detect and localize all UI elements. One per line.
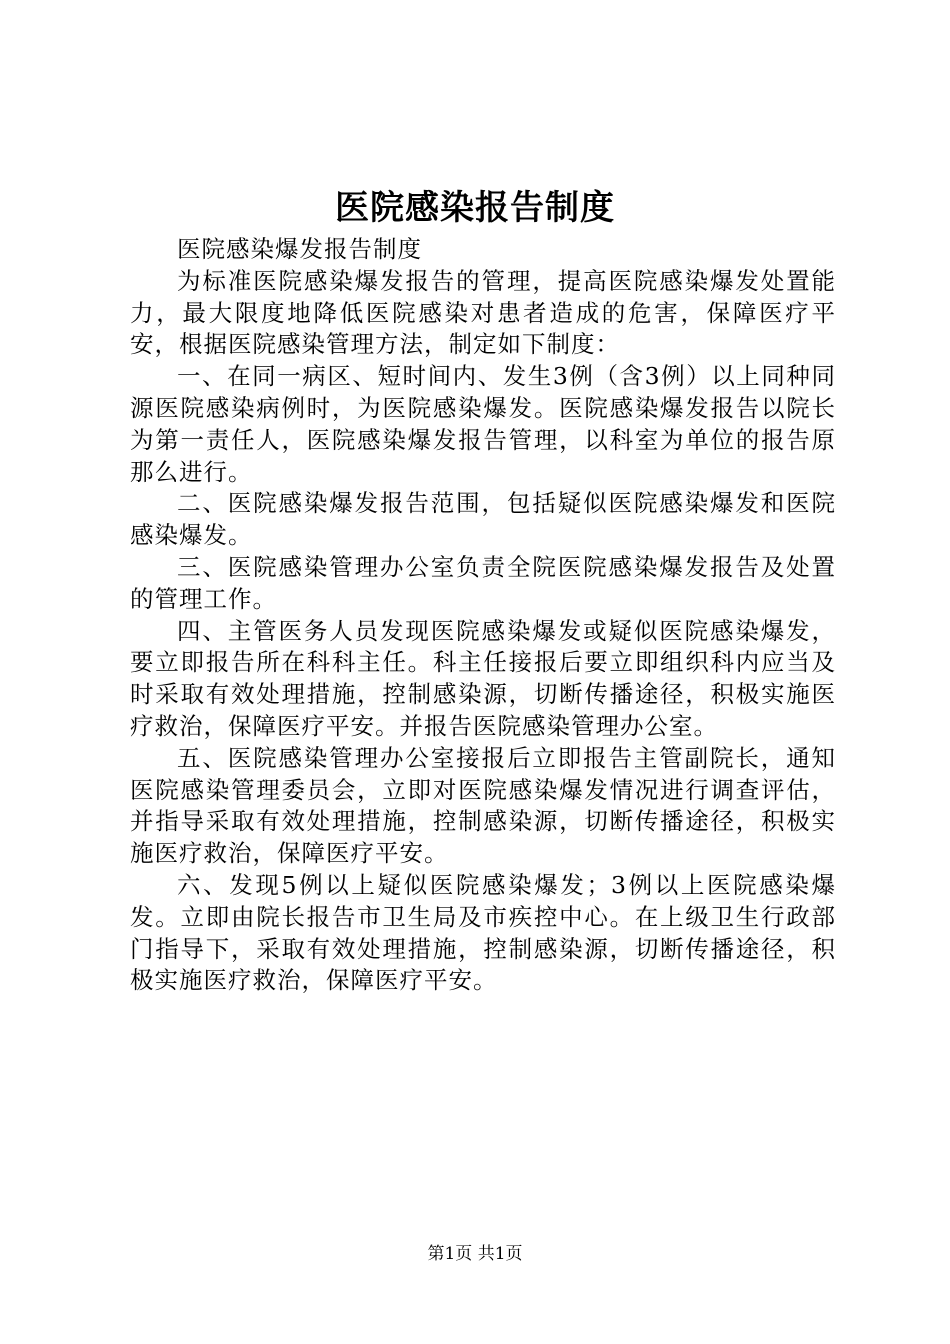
clause-paragraph-2: 二、医院感染爆发报告范围，包括疑似医院感染爆发和医院感染爆发。 (130, 489, 836, 550)
clause-paragraph-6: 六、发现5例以上疑似医院感染爆发；3例以上医院感染爆发。立即由院长报告市卫生局及市疾控中心。在上级卫生行政部门指导下，采取有效处理措施，控制感染源，切断传播途径，积极实施医疗救治，保障医疗平安。 (130, 870, 836, 995)
page-footer: 第1页 共1页 (427, 1244, 523, 1264)
clause-paragraph-3: 三、医院感染管理办公室负责全院医院感染爆发报告及处置的管理工作。 (130, 552, 836, 613)
document-body (130, 234, 836, 997)
clause-paragraph-4: 四、主管医务人员发现医院感染爆发或疑似医院感染爆发，要立即报告所在科科主任。科主任接报后要立即组织科内应当及时采取有效处理措施，控制感染源，切断传播途径，积极实施医疗救治，保障医疗平安。并报告医院感染管理办公室。 (130, 616, 836, 740)
intro-paragraph: 为标准医院感染爆发报告的管理，提高医院感染爆发处置能力，最大限度地降低医院感染对患者造成的危害，保障医疗平安，根据医院感染管理方法，制定如下制度： (130, 266, 836, 359)
subtitle-paragraph: 医院感染爆发报告制度 (177, 235, 422, 263)
clause-paragraph-1: 一、在同一病区、短时间内、发生3例（含3例）以上同种同源医院感染病例时，为医院感染爆发。医院感染爆发报告以院长为第一责任人，医院感染爆发报告管理，以科室为单位的报告原那么进行。 (130, 362, 836, 486)
document-title: 医院感染报告制度 (335, 188, 615, 228)
clause-paragraph-5: 五、医院感染管理办公室接报后立即报告主管副院长，通知医院感染管理委员会，立即对医院感染爆发情况进行调查评估，并指导采取有效处理措施，控制感染源，切断传播途径，积极实施医疗救治，保障医疗平安。 (130, 743, 836, 868)
